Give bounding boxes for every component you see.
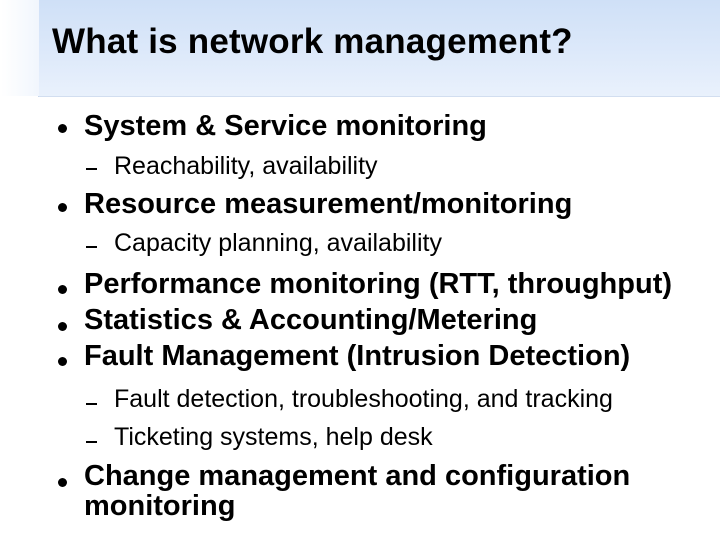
bullet-item-change-management-continued: monitoring	[84, 490, 236, 522]
bullet-item-statistics-accounting: Statistics & Accounting/Metering	[84, 304, 538, 336]
bullet-item-change-management: Change management and configuration	[84, 460, 631, 492]
bullet-icon	[58, 322, 67, 331]
sub-item-reachability: Reachability, availability	[114, 152, 378, 180]
bullet-icon	[58, 285, 67, 294]
sub-item-capacity-planning: Capacity planning, availability	[114, 229, 442, 257]
sub-item-ticketing-systems: Ticketing systems, help desk	[114, 423, 433, 451]
bullet-item-performance-monitoring: Performance monitoring (RTT, throughput)	[84, 268, 673, 300]
slide-title: What is network management?	[52, 22, 573, 61]
bullet-icon	[58, 478, 67, 487]
bullet-item-system-service-monitoring: System & Service monitoring	[84, 110, 487, 142]
bullet-item-resource-measurement: Resource measurement/monitoring	[84, 188, 573, 220]
bullet-item-fault-management: Fault Management (Intrusion Detection)	[84, 340, 631, 372]
bullet-icon	[58, 357, 67, 366]
dash-icon	[86, 441, 97, 443]
dash-icon	[86, 168, 97, 170]
bullet-icon	[58, 124, 67, 133]
dash-icon	[86, 246, 97, 248]
sub-item-fault-detection: Fault detection, troubleshooting, and tracking	[114, 385, 613, 413]
dash-icon	[86, 403, 97, 405]
bullet-icon	[58, 203, 67, 212]
